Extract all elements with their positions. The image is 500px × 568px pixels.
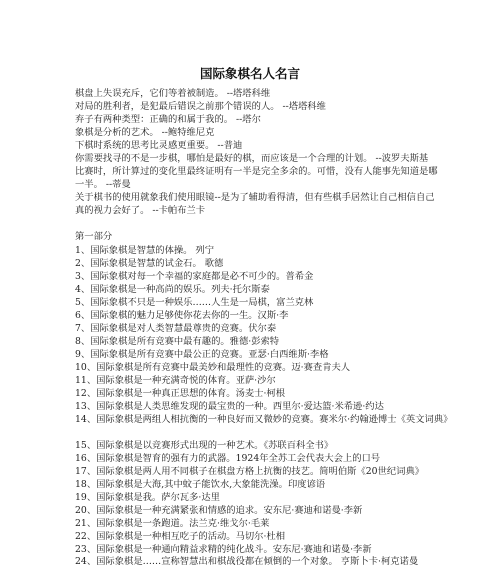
quote-item: 21、国际象棋是一条跑道。法兰克·维戈尔·毛莱 [75,518,270,529]
quote-item: 9、国际象棋是所有竞赛中最公正的竞赛。亚瑟·白西维斯·李格 [75,349,329,360]
quote-item: 1、国际象棋是智慧的体操。 列宁 [75,245,215,256]
quote-item: 6、国际象棋的魅力足够使你花去你的一生。汉斯·李 [75,310,289,321]
quote-item: 13、国际象棋是人类思维发现的最宝贵的一种。西里尔·爱达篮·米希逊·约达 [75,401,384,412]
page-title: 国际象棋名人名言 [199,66,300,81]
quote-item: 8、国际象棋是所有竞赛中最有趣的。雅德·彭索特 [75,336,280,347]
quote-item: 7、国际象棋是对人类智慧最尊贵的竞赛。伏尔泰 [75,323,277,334]
quote-item: 3、国际象棋对每一个幸福的家庭都是必不可少的。普希金 [75,271,314,282]
intro-quote: 一半。 --蒂曼 [75,179,131,190]
quote-item: 17、国际象棋是两人用不同棋子在棋盘方格上抗衡的技艺。简明伯斯《20世纪词典》 [75,466,425,477]
intro-quote: 比赛时，所计算过的变化里最终证明有一半是完全多余的。可惜，没有人能事先知道是哪 [75,166,438,177]
intro-quote: 关于棋书的使用就象我们使用眼镜--是为了辅助看得清，但有些棋手居然让自己相信自己 [75,192,435,203]
quote-item: 15、国际象棋是以竞赛形式出现的一种艺术。《苏联百科全书》 [75,440,334,451]
intro-quote: 下棋时系统的思考比灵感更重要。 --普迪 [75,140,243,151]
intro-quote: 棋盘上失误充斥，它们等着被制造。 --塔塔科维 [75,88,271,99]
quote-item: 11、国际象棋是一种充满奇悦的体育。亚萨·沙尔 [75,375,276,386]
intro-quote: 弃子有两种类型：正确的和属于我的。 --塔尔 [75,114,261,125]
quote-item: 16、国际象棋是智育的强有力的武器。1924年全苏工会代表大会上的口号 [75,453,381,464]
quote-item: 2、国际象棋是智慧的试金石。 歌德 [75,258,224,269]
intro-quote: 真的视力会好了。 --卡帕布兰卡 [75,205,206,216]
intro-quote: 对局的胜利者，是犯最后错误之前那个错误的人。 --塔塔科维 [75,101,326,112]
intro-quote: 你需要找寻的不是一步棋，哪怕是最好的棋，而应该是一个合理的计划。 --波罗夫斯基 [75,153,429,164]
quote-item: 4、国际象棋是一种高尚的娱乐。列夫·托尔斯泰 [75,284,270,295]
quote-item: 5、国际象棋不只是一种娱乐……人生是一局棋，富兰克林 [75,297,314,308]
quote-item: 18、国际象棋是大海,其中蚊子能饮水,大象能洗澡。印度谚语 [75,479,326,490]
quote-item: 14、国际象棋是两组人相抗衡的一种良好而又微妙的竞赛。赛米尔·约翰逊博士《英文词典》 [75,414,453,425]
quote-item: 22、国际象棋是一种相互吃子的活动。马切尔·杜相 [75,531,286,542]
quote-item: 24、国际象棋是……宣称智慧出和棋战役都在倾倒的一个对象。 亨斯卜卡·柯克诺曼 [75,556,419,567]
quote-item: 12、国际象棋是一种真正思想的体育。汤麦士·柯根 [75,388,286,399]
quote-item: 19、国际象棋是我。萨尔瓦多·达里 [75,492,220,503]
quote-item: 10、国际象棋是所有竞赛中最美妙和最理性的竞赛。迈·赛查肯夫人 [75,362,351,373]
section-heading: 第一部分 [75,231,113,242]
intro-quote: 象棋是分析的艺术。 --鲍特维尼克 [75,127,215,138]
quote-item: 23、国际象棋是一种通向精益求精的纯化战斗。安东尼·赛迪和诺曼·李新 [75,544,372,555]
quote-item: 20、国际象棋是一种充满紧张和情感的追求。安东尼·赛迪和诺曼·李新 [75,505,363,516]
